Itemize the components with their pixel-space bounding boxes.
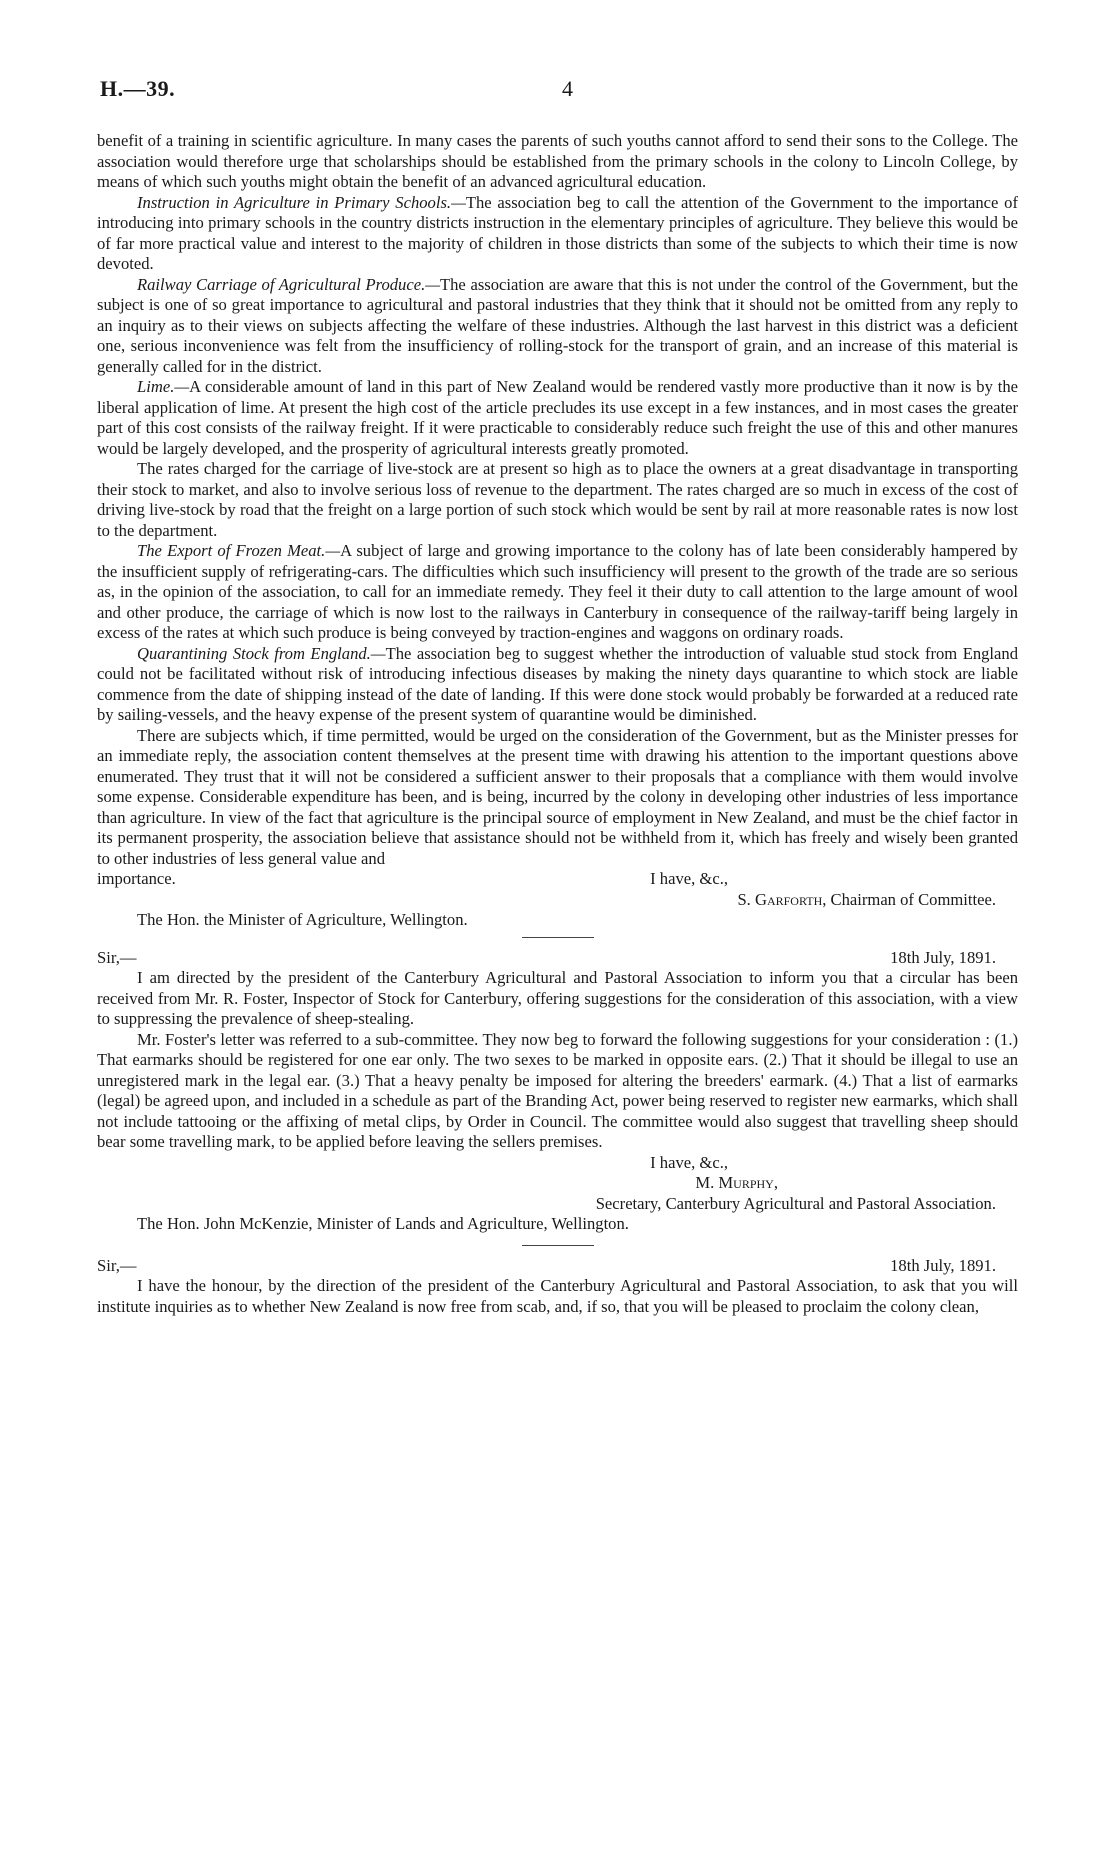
heading-quarantine: Quarantining Stock from England.—: [137, 643, 386, 663]
paragraph-instruction-text: The association beg to call the attention of the Government to the importance of introducing into primary schools in the country districts instruction in the elementary principles of agriculture. They believe this would be of far more practical value and interest to the majority of children in those districts than some of the subjects to which their time is now devoted.: [97, 192, 1018, 273]
page-header: [100, 76, 1014, 106]
paragraph-railway-text: The association are aware that this is not under the control of the Government, but the subject is one of so great importance to agricultural and pastoral industries that they think that it should not be omitted from any reply to an inquiry as to their views on subjects affecting the welfare of these industries. Although the last harvest in this district was a deficient one, serious inconvenience was felt from the insufficiency of rolling-stock for the transport of grain, and an increase of this material is generally called for in the district.: [97, 274, 1019, 376]
letter1-signature: [97, 890, 996, 911]
paragraph-instruction: [97, 193, 1018, 275]
paragraph-scholarships: benefit of a training in scientific agriculture. In many cases the parents of such youths cannot afford to send their sons to the College. The association would therefore urge that scholarships should be established from the primary schools in the colony to Lincoln College, by means of which such youths might obtain the benefit of an advanced agricultural education.: [97, 131, 1018, 191]
letter2-addressee: The Hon. John McKenzie, Minister of Lands and Agriculture, Wellington.: [137, 1214, 629, 1233]
paragraph-export: [97, 541, 1018, 644]
letter2-signer: [97, 1173, 778, 1194]
heading-railway: Railway Carriage of Agricultural Produce.—: [137, 274, 440, 294]
section-divider: [522, 1245, 594, 1246]
letter2-signer-name: M. Murphy,: [695, 1173, 778, 1192]
heading-export: The Export of Frozen Meat.—: [137, 541, 341, 560]
letter2-date: 18th July, 1891.: [890, 947, 996, 967]
heading-instruction: Instruction in Agriculture in Primary Schools.—: [137, 192, 466, 212]
letter2-signer-title: Secretary, Canterbury Agricultural and Pastoral Association.: [595, 1193, 996, 1213]
letter3-paragraph: I have the honour, by the direction of the president of the Canterbury Agricultural and Pastoral Association, to ask that you will institute inquiries as to whether New Zealand is now free from scab, and, if so, that you will be pleased to proclaim the colony clean,: [97, 1276, 1018, 1316]
letter2-paragraph-2: Mr. Foster's letter was referred to a sub-committee. They now beg to forward the following suggestions for your consideration : (1.) That earmarks should be registered for one ear only. The two sexes to be marked in opposite ears. (2.) That it should be illegal to use an unregistered mark in the legal ear. (3.) That a heavy penalty be imposed for altering the breeders' earmark. (4.) That a list of earmarks (legal) be agreed upon, and included in a schedule as part of the Branding Act, power being reserved to register new earmarks, which shall not include tattooing or the affixing of metal clips, by Order in Council. The committee would also suggest that travelling sheep should bear some travelling mark, to be applied before leaving the sellers premises.: [97, 1029, 1018, 1151]
letter2-closing: I have, &c.,: [650, 1152, 728, 1172]
letter1-closing: I have, &c.,: [650, 869, 728, 888]
paragraph-lime: [97, 377, 1018, 459]
letter1-signer: S. Garforth,: [737, 889, 827, 909]
page-number: 4: [562, 76, 573, 101]
letter1-closing-line: [97, 869, 1018, 890]
letter3-salutation: Sir,—: [97, 1255, 137, 1275]
letter1-addressee: The Hon. the Minister of Agriculture, Wellington.: [137, 910, 468, 929]
heading-lime: Lime.—: [137, 377, 190, 396]
letter1-last-word: importance.: [97, 869, 176, 888]
page-body: [97, 131, 1018, 1317]
paragraph-conclusion: There are subjects which, if time permitted, would be urged on the consideration of the Government, but as the Minister presses for an immediate reply, the association content themselves at the present time with drawing his attention to the important questions above enumerated. They trust that it will not be considered a sufficient answer to their proposals that a compliance with them would involve some expense. Considerable expenditure has been, and is being, incurred by the colony in developing other industries of less importance than agriculture. In view of the fact that agriculture is the principal source of employment in New Zealand, and must be the chief factor in its permanent prosperity, the association believe that assistance should not be withheld from it, which has freely and wisely been granted to other industries of less general value and: [97, 725, 1018, 868]
section-divider: [522, 937, 594, 938]
document-reference: H.—39.: [100, 76, 176, 101]
paragraph-lime-text: A considerable amount of land in this part of New Zealand would be rendered vastly more productive than it now is by the liberal application of lime. At present the high cost of the article precludes its use except in a few instances, and in most cases the greater part of this cost consists of the railway freight. If it were practicable to considerably reduce such freight the use of this and other manures would be largely developed, and the prosperity of agricultural interests greatly promoted.: [97, 377, 1018, 458]
paragraph-livestock: The rates charged for the carriage of live-stock are at present so high as to place the owners at a great disadvantage in transporting their stock to market, and also to involve serious loss of revenue to the department. The rates charged are so much in excess of the cost of driving live-stock by road that the freight on a large portion of such stock which would be sent by rail at more reasonable rates is now lost to the department.: [97, 459, 1018, 540]
letter3-salutation-line: [97, 1256, 1018, 1277]
letter2-paragraph-1: I am directed by the president of the Canterbury Agricultural and Pastoral Association to inform you that a circular has been received from Mr. R. Foster, Inspector of Stock for Canterbury, offering suggestions for the consideration of this association, with a view to suppressing the prevalence of sheep-stealing.: [97, 968, 1018, 1028]
letter1-signer-title: Chairman of Committee.: [830, 889, 996, 909]
letter2-salutation-line: [97, 948, 1018, 969]
paragraph-railway: [97, 275, 1018, 378]
letter2-salutation: Sir,—: [97, 947, 137, 967]
paragraph-quarantine-text: The association beg to suggest whether the introduction of valuable stud stock from England could not be facilitated without risk of introducing infectious diseases by making the ninety days quarantine to which stock are liable commence from the date of shipping instead of the date of landing. If this were done stock would probably be forwarded at a reduced rate by sailing-vessels, and the heavy expense of the present system of quarantine would be diminished.: [97, 643, 1018, 724]
letter3-date: 18th July, 1891.: [890, 1255, 996, 1275]
paragraph-quarantine: [97, 644, 1018, 726]
paragraph-export-text: A subject of large and growing importance to the colony has of late been considerably hampered by the insufficient supply of refrigerating-cars. The difficulties which such insufficiency will present to the growth of the trade are so serious as, in the opinion of the association, to call for an immediate remedy. They feel it their duty to call attention to the large amount of wool and other produce, the carriage of which is now lost to the railways in Canterbury in consequence of the railway-tariff being largely in excess of the rates at which such produce is being conveyed by traction-engines and waggons on ordinary roads.: [97, 541, 1018, 642]
